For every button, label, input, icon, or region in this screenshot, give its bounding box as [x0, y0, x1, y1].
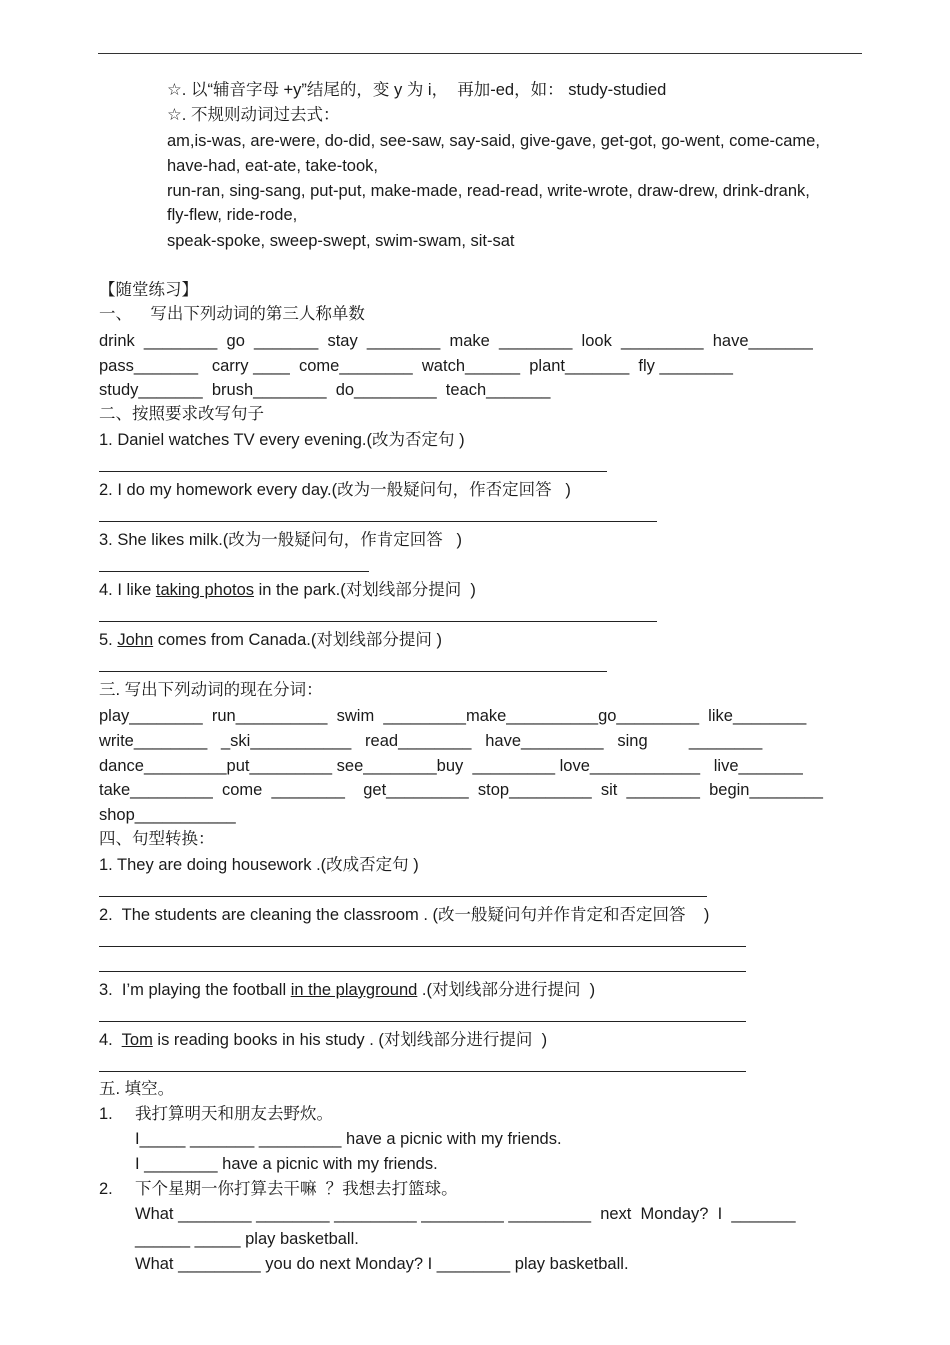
part2-answer-line-4[interactable]	[99, 621, 657, 622]
part2-answer-line-1[interactable]	[99, 471, 607, 472]
part1-row-2: pass_______ carry ____ come________ watch______ plant_______ fly ________	[99, 357, 733, 375]
q4-underlined: taking photos	[155, 581, 255, 599]
irregular-line-5: speak-spoke, sweep-swept, swim-swam, sit-sat	[167, 232, 515, 250]
part5-q2-number: 2.	[99, 1180, 113, 1198]
part5-q1-line-a: I_____ _______ _________ have a picnic with my friends.	[135, 1130, 562, 1148]
part4-answer-line-1[interactable]	[99, 896, 707, 897]
part4-question-2: 2. The students are cleaning the classroom . (改一般疑问句并作肯定和否定回答 )	[99, 906, 710, 924]
p4q3-prefix: 3. I’m playing the football	[99, 981, 291, 999]
part5-q2-chinese: 下个星期一你打算去干嘛 ？我想去打篮球。	[135, 1180, 458, 1198]
part3-row-4: take_________ come ________ get_________ stop_________ sit ________ begin________	[99, 781, 823, 799]
part2-answer-line-2[interactable]	[99, 521, 657, 522]
part3-row-1: play________ run__________ swim _________make__________go_________ like________	[99, 707, 807, 725]
part5-q2-line-c: What _________ you do next Monday? I ________ play basketball.	[135, 1255, 629, 1273]
q5-prefix: 5.	[99, 631, 118, 649]
part5-q1-number: 1.	[99, 1105, 113, 1123]
part1-row-3: study_______ brush________ do_________ teach_______	[99, 381, 551, 399]
rule-note-consonant-y: ☆. 以“辅音字母 +y”结尾的，变 y 为 i， 再加-ed，如： study-studied	[167, 81, 667, 99]
irregular-line-1: am,is-was, are-were, do-did, see-saw, say-said, give-gave, get-got, go-went, come-came,	[167, 132, 820, 150]
rule-note-irregular: ☆. 不规则动词过去式：	[167, 106, 340, 124]
q5-suffix: comes from Canada.(对划线部分提问 )	[153, 631, 442, 649]
part1-row-1: drink ________ go _______ stay ________ make ________ look _________ have_______	[99, 332, 813, 350]
p4q3-suffix: .(对划线部分进行提问 )	[417, 981, 596, 999]
part1-title: 一、 写出下列动词的第三人称单数	[99, 305, 365, 323]
part4-answer-line-4[interactable]	[99, 1071, 746, 1072]
part5-title: 五. 填空。	[99, 1080, 175, 1098]
part2-question-3: 3. She likes milk.(改为一般疑问句，作肯定回答 )	[99, 531, 463, 549]
part5-q2-line-b: ______ _____ play basketball.	[135, 1230, 359, 1248]
part4-question-1: 1. They are doing housework .(改成否定句 )	[99, 856, 419, 874]
part3-title: 三. 写出下列动词的现在分词：	[99, 681, 323, 699]
irregular-line-2: have-had, eat-ate, take-took,	[167, 157, 378, 175]
p4q4-suffix: is reading books in his study . (对划线部分进行提问 )	[152, 1031, 548, 1049]
p4q4-prefix: 4.	[99, 1031, 122, 1049]
q4-prefix: 4. I like	[99, 581, 156, 599]
q5-underlined: John	[117, 631, 154, 649]
part2-title: 二、按照要求改写句子	[99, 405, 264, 423]
part4-answer-line-3[interactable]	[99, 1021, 746, 1022]
q4-suffix: in the park.(对划线部分提问 )	[254, 581, 476, 599]
part2-question-1: 1. Daniel watches TV every evening.(改为否定句 )	[99, 431, 465, 449]
header-rule	[98, 53, 862, 54]
part5-q2-line-a: What ________ ________ _________ _________ _________ next Monday? I _______	[135, 1205, 796, 1223]
part4-answer-line-2a[interactable]	[99, 946, 746, 947]
part5-q1-line-b: I ________ have a picnic with my friends.	[135, 1155, 438, 1173]
practice-title: 【随堂练习】	[99, 281, 198, 299]
part2-question-5	[99, 630, 442, 650]
irregular-line-4: fly-flew, ride-rode,	[167, 206, 298, 224]
part3-row-2: write________ _ski___________ read________ have_________ sing ________	[99, 732, 763, 750]
irregular-line-3: run-ran, sing-sang, put-put, make-made, read-read, write-wrote, draw-drew, drink-drank,	[167, 182, 810, 200]
part3-row-3: dance_________put_________ see________buy _________ love____________ live_______	[99, 757, 803, 775]
p4q4-underlined: Tom	[121, 1031, 153, 1049]
part4-answer-line-2b[interactable]	[99, 971, 746, 972]
part2-question-4	[99, 580, 476, 600]
part5-q1-chinese: 我打算明天和朋友去野炊。	[135, 1105, 333, 1123]
part3-row-5: shop___________	[99, 806, 236, 824]
part2-question-2: 2. I do my homework every day.(改为一般疑问句，作否定回答 )	[99, 481, 571, 499]
part4-question-4	[99, 1030, 547, 1050]
part2-answer-line-5[interactable]	[99, 671, 607, 672]
part4-title: 四、句型转换：	[99, 830, 215, 848]
p4q3-underlined: in the playground	[290, 981, 418, 999]
part2-answer-line-3[interactable]	[99, 571, 369, 572]
part4-question-3	[99, 980, 595, 1000]
